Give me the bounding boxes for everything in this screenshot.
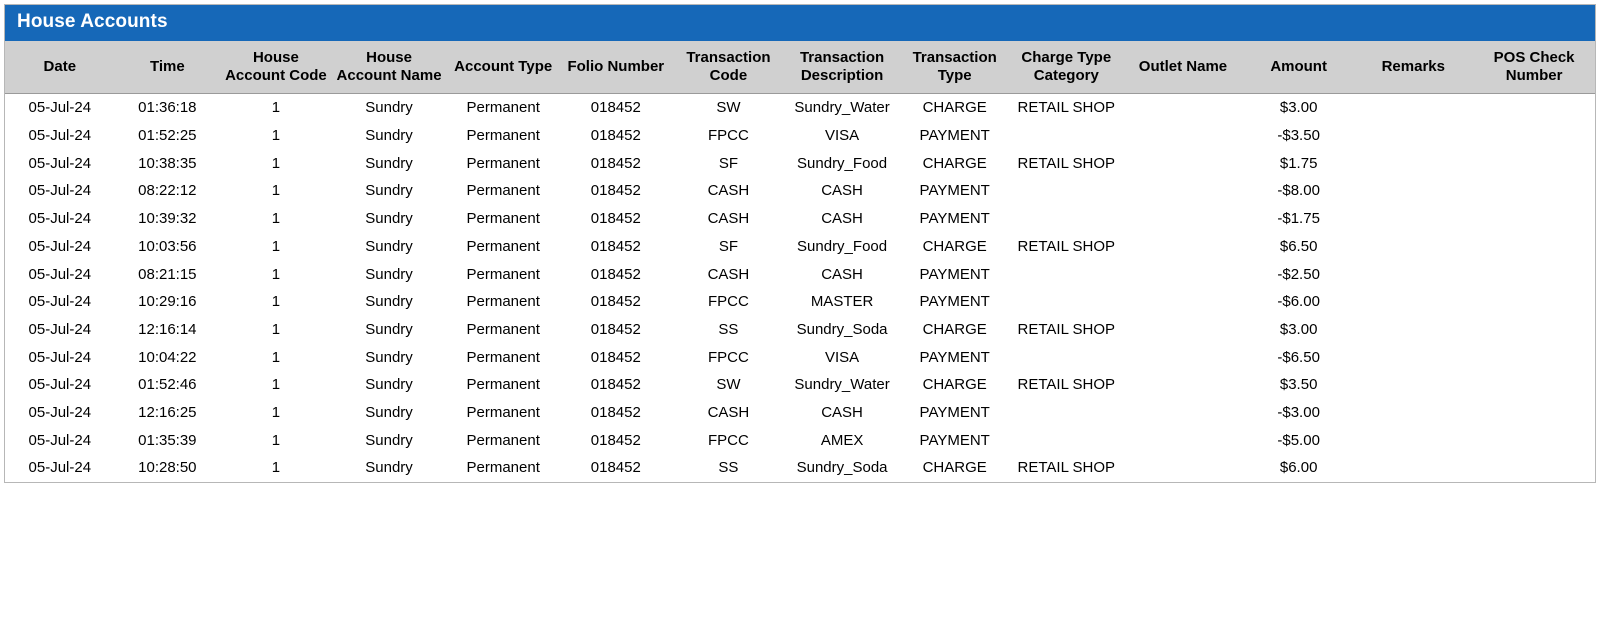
- column-header-account-type: Account Type: [446, 41, 560, 94]
- table-row: [5, 177, 1595, 205]
- column-header-transaction-description: Transaction Description: [785, 41, 899, 94]
- cell-time: 08:21:15: [138, 265, 197, 283]
- cell-pos-check-number: [1473, 316, 1595, 344]
- table-header: [5, 41, 1595, 94]
- table-row: [5, 205, 1595, 233]
- cell-pos-check-number: [1473, 288, 1595, 316]
- cell-outlet-name: [1122, 399, 1244, 427]
- column-header-folio-number: Folio Number: [560, 41, 672, 94]
- cell-house-account-code: 1: [271, 376, 281, 394]
- cell-pos-check-number: [1473, 261, 1595, 289]
- cell-date: 05-Jul-24: [28, 376, 92, 394]
- cell-remarks: [1353, 288, 1473, 316]
- table-row: [5, 427, 1595, 455]
- cell-date: 05-Jul-24: [28, 127, 92, 145]
- cell-transaction-type: PAYMENT: [919, 210, 990, 228]
- cell-transaction-type: CHARGE: [922, 99, 987, 117]
- cell-remarks: [1353, 233, 1473, 261]
- cell-transaction-type: PAYMENT: [919, 182, 990, 200]
- cell-amount: $3.00: [1279, 99, 1318, 117]
- cell-house-account-code: 1: [271, 182, 281, 200]
- cell-account-type: Permanent: [466, 154, 540, 172]
- cell-date: 05-Jul-24: [28, 293, 92, 311]
- cell-account-type: Permanent: [466, 237, 540, 255]
- cell-time: 10:29:16: [138, 293, 197, 311]
- cell-folio-number: 018452: [590, 459, 641, 477]
- cell-house-account-name: Sundry: [365, 459, 413, 477]
- cell-transaction-code: SS: [718, 459, 739, 477]
- cell-house-account-name: Sundry: [365, 127, 413, 145]
- cell-outlet-name: [1122, 233, 1244, 261]
- cell-charge-type-category: RETAIL SHOP: [1017, 320, 1116, 338]
- table-row: [5, 371, 1595, 399]
- cell-house-account-name: Sundry: [365, 237, 413, 255]
- cell-transaction-type: CHARGE: [922, 237, 987, 255]
- cell-transaction-code: CASH: [707, 265, 750, 283]
- column-header-outlet-name: Outlet Name: [1122, 41, 1244, 94]
- cell-transaction-code: FPCC: [708, 348, 749, 366]
- cell-house-account-name: Sundry: [365, 99, 413, 117]
- cell-house-account-code: 1: [271, 320, 281, 338]
- cell-pos-check-number: [1473, 344, 1595, 372]
- report-title: House Accounts: [5, 5, 1595, 41]
- cell-amount: -$6.50: [1277, 348, 1320, 366]
- cell-transaction-description: Sundry_Food: [797, 237, 888, 255]
- cell-pos-check-number: [1473, 427, 1595, 455]
- cell-amount: -$3.50: [1277, 127, 1320, 145]
- cell-charge-type-category: RETAIL SHOP: [1017, 154, 1116, 172]
- cell-remarks: [1353, 261, 1473, 289]
- cell-house-account-code: 1: [271, 403, 281, 421]
- cell-remarks: [1353, 344, 1473, 372]
- cell-time: 10:03:56: [138, 237, 197, 255]
- cell-charge-type-category: [1011, 427, 1123, 455]
- table-row: [5, 122, 1595, 150]
- cell-remarks: [1353, 371, 1473, 399]
- cell-charge-type-category: [1011, 205, 1123, 233]
- cell-house-account-code: 1: [271, 459, 281, 477]
- cell-transaction-type: PAYMENT: [919, 348, 990, 366]
- cell-transaction-type: PAYMENT: [919, 431, 990, 449]
- column-header-amount: Amount: [1244, 41, 1354, 94]
- cell-house-account-name: Sundry: [365, 182, 413, 200]
- cell-date: 05-Jul-24: [28, 99, 92, 117]
- cell-house-account-code: 1: [271, 154, 281, 172]
- table-row: [5, 261, 1595, 289]
- cell-outlet-name: [1122, 150, 1244, 178]
- table-row: [5, 94, 1595, 122]
- cell-transaction-description: Sundry_Soda: [796, 320, 888, 338]
- cell-remarks: [1353, 399, 1473, 427]
- column-header-house-account-name: House Account Name: [332, 41, 447, 94]
- table-row: [5, 288, 1595, 316]
- cell-transaction-code: CASH: [707, 210, 750, 228]
- cell-house-account-code: 1: [271, 237, 281, 255]
- cell-folio-number: 018452: [590, 154, 641, 172]
- cell-house-account-name: Sundry: [365, 265, 413, 283]
- cell-amount: -$6.00: [1277, 293, 1320, 311]
- cell-transaction-code: SF: [718, 154, 739, 172]
- cell-transaction-type: PAYMENT: [919, 403, 990, 421]
- cell-transaction-code: FPCC: [708, 127, 749, 145]
- table-row: [5, 316, 1595, 344]
- table-row: [5, 454, 1595, 482]
- cell-date: 05-Jul-24: [28, 459, 92, 477]
- cell-time: 01:35:39: [138, 431, 197, 449]
- cell-date: 05-Jul-24: [28, 210, 92, 228]
- cell-folio-number: 018452: [590, 265, 641, 283]
- cell-transaction-type: CHARGE: [922, 320, 987, 338]
- cell-remarks: [1353, 122, 1473, 150]
- cell-date: 05-Jul-24: [28, 403, 92, 421]
- cell-date: 05-Jul-24: [28, 154, 92, 172]
- cell-charge-type-category: [1011, 122, 1123, 150]
- cell-transaction-code: FPCC: [708, 293, 749, 311]
- cell-charge-type-category: [1011, 399, 1123, 427]
- column-header-house-account-code: House Account Code: [220, 41, 332, 94]
- cell-pos-check-number: [1473, 205, 1595, 233]
- cell-amount: $1.75: [1279, 154, 1318, 172]
- cell-transaction-description: MASTER: [810, 293, 874, 311]
- table-body: [5, 94, 1595, 482]
- cell-account-type: Permanent: [466, 265, 540, 283]
- cell-house-account-code: 1: [271, 210, 281, 228]
- cell-account-type: Permanent: [466, 459, 540, 477]
- cell-house-account-code: 1: [271, 265, 281, 283]
- cell-amount: -$3.00: [1277, 403, 1320, 421]
- house-accounts-report: [4, 4, 1596, 483]
- table-row: [5, 344, 1595, 372]
- cell-pos-check-number: [1473, 150, 1595, 178]
- cell-time: 10:04:22: [138, 348, 197, 366]
- cell-account-type: Permanent: [466, 99, 540, 117]
- header-row: [5, 41, 1595, 94]
- cell-time: 10:28:50: [138, 459, 197, 477]
- cell-house-account-name: Sundry: [365, 376, 413, 394]
- cell-transaction-code: SW: [716, 99, 741, 117]
- cell-house-account-code: 1: [271, 99, 281, 117]
- column-header-transaction-code: Transaction Code: [672, 41, 786, 94]
- cell-outlet-name: [1122, 94, 1244, 122]
- cell-transaction-type: PAYMENT: [919, 293, 990, 311]
- cell-transaction-description: Sundry_Soda: [796, 459, 888, 477]
- cell-folio-number: 018452: [590, 182, 641, 200]
- cell-transaction-description: VISA: [824, 348, 860, 366]
- cell-folio-number: 018452: [590, 431, 641, 449]
- table-row: [5, 399, 1595, 427]
- cell-folio-number: 018452: [590, 403, 641, 421]
- cell-charge-type-category: RETAIL SHOP: [1017, 99, 1116, 117]
- cell-remarks: [1353, 427, 1473, 455]
- cell-remarks: [1353, 150, 1473, 178]
- cell-house-account-code: 1: [271, 127, 281, 145]
- table-row: [5, 233, 1595, 261]
- cell-transaction-description: CASH: [821, 182, 863, 200]
- cell-pos-check-number: [1473, 177, 1595, 205]
- cell-house-account-code: 1: [271, 431, 281, 449]
- cell-date: 05-Jul-24: [28, 237, 92, 255]
- cell-date: 05-Jul-24: [28, 182, 92, 200]
- cell-transaction-type: CHARGE: [922, 154, 987, 172]
- cell-account-type: Permanent: [466, 376, 540, 394]
- cell-account-type: Permanent: [466, 431, 540, 449]
- cell-folio-number: 018452: [590, 293, 641, 311]
- cell-house-account-name: Sundry: [365, 293, 413, 311]
- cell-house-account-name: Sundry: [365, 154, 413, 172]
- cell-pos-check-number: [1473, 454, 1595, 482]
- cell-amount: $6.00: [1279, 459, 1318, 477]
- cell-account-type: Permanent: [466, 182, 540, 200]
- cell-transaction-description: CASH: [821, 265, 863, 283]
- cell-amount: -$5.00: [1277, 431, 1320, 449]
- cell-folio-number: 018452: [590, 237, 641, 255]
- cell-house-account-name: Sundry: [365, 403, 413, 421]
- cell-amount: $3.50: [1279, 376, 1318, 394]
- cell-time: 01:52:46: [138, 376, 197, 394]
- cell-transaction-description: Sundry_Water: [794, 376, 890, 394]
- cell-transaction-type: CHARGE: [922, 376, 987, 394]
- cell-time: 12:16:14: [138, 320, 197, 338]
- cell-transaction-description: Sundry_Water: [794, 99, 890, 117]
- cell-folio-number: 018452: [590, 99, 641, 117]
- cell-account-type: Permanent: [466, 293, 540, 311]
- cell-transaction-code: SS: [718, 320, 739, 338]
- cell-pos-check-number: [1473, 399, 1595, 427]
- cell-pos-check-number: [1473, 94, 1595, 122]
- cell-date: 05-Jul-24: [28, 320, 92, 338]
- cell-house-account-code: 1: [271, 293, 281, 311]
- cell-outlet-name: [1122, 454, 1244, 482]
- cell-house-account-name: Sundry: [365, 210, 413, 228]
- cell-remarks: [1353, 94, 1473, 122]
- column-header-date: Date: [5, 41, 115, 94]
- cell-house-account-code: 1: [271, 348, 281, 366]
- cell-pos-check-number: [1473, 371, 1595, 399]
- cell-amount: -$2.50: [1277, 265, 1320, 283]
- cell-transaction-code: SW: [716, 376, 741, 394]
- cell-pos-check-number: [1473, 122, 1595, 150]
- cell-amount: $6.50: [1279, 237, 1318, 255]
- cell-transaction-description: Sundry_Food: [797, 154, 888, 172]
- cell-time: 01:36:18: [138, 99, 197, 117]
- cell-outlet-name: [1122, 427, 1244, 455]
- cell-account-type: Permanent: [466, 348, 540, 366]
- cell-transaction-code: SF: [718, 237, 739, 255]
- cell-transaction-type: PAYMENT: [919, 127, 990, 145]
- column-header-remarks: Remarks: [1353, 41, 1473, 94]
- table-row: [5, 150, 1595, 178]
- cell-folio-number: 018452: [590, 376, 641, 394]
- cell-remarks: [1353, 177, 1473, 205]
- cell-charge-type-category: RETAIL SHOP: [1017, 459, 1116, 477]
- cell-transaction-description: CASH: [821, 210, 863, 228]
- cell-folio-number: 018452: [590, 127, 641, 145]
- cell-amount: -$1.75: [1277, 210, 1320, 228]
- cell-remarks: [1353, 205, 1473, 233]
- cell-date: 05-Jul-24: [28, 431, 92, 449]
- cell-date: 05-Jul-24: [28, 348, 92, 366]
- cell-outlet-name: [1122, 316, 1244, 344]
- cell-transaction-type: PAYMENT: [919, 265, 990, 283]
- cell-time: 08:22:12: [138, 182, 197, 200]
- cell-transaction-code: FPCC: [708, 431, 749, 449]
- cell-account-type: Permanent: [466, 127, 540, 145]
- cell-house-account-name: Sundry: [365, 431, 413, 449]
- cell-account-type: Permanent: [466, 320, 540, 338]
- cell-transaction-type: CHARGE: [922, 459, 987, 477]
- cell-remarks: [1353, 316, 1473, 344]
- cell-remarks: [1353, 454, 1473, 482]
- cell-outlet-name: [1122, 122, 1244, 150]
- cell-outlet-name: [1122, 344, 1244, 372]
- cell-time: 01:52:25: [138, 127, 197, 145]
- cell-transaction-code: CASH: [707, 403, 750, 421]
- cell-transaction-description: CASH: [821, 403, 863, 421]
- cell-charge-type-category: RETAIL SHOP: [1017, 237, 1116, 255]
- cell-outlet-name: [1122, 371, 1244, 399]
- cell-transaction-code: CASH: [707, 182, 750, 200]
- house-accounts-table: [5, 41, 1595, 482]
- cell-time: 12:16:25: [138, 403, 197, 421]
- cell-outlet-name: [1122, 261, 1244, 289]
- cell-date: 05-Jul-24: [28, 265, 92, 283]
- cell-pos-check-number: [1473, 233, 1595, 261]
- cell-folio-number: 018452: [590, 348, 641, 366]
- column-header-charge-type-category: Charge Type Category: [1011, 41, 1123, 94]
- cell-folio-number: 018452: [590, 320, 641, 338]
- cell-account-type: Permanent: [466, 403, 540, 421]
- cell-outlet-name: [1122, 288, 1244, 316]
- cell-outlet-name: [1122, 205, 1244, 233]
- cell-house-account-name: Sundry: [365, 348, 413, 366]
- cell-amount: $3.00: [1279, 320, 1318, 338]
- column-header-pos-check-number: POS Check Number: [1473, 41, 1595, 94]
- cell-folio-number: 018452: [590, 210, 641, 228]
- cell-charge-type-category: [1011, 177, 1123, 205]
- cell-house-account-name: Sundry: [365, 320, 413, 338]
- cell-account-type: Permanent: [466, 210, 540, 228]
- cell-time: 10:38:35: [138, 154, 197, 172]
- cell-charge-type-category: [1011, 344, 1123, 372]
- cell-charge-type-category: [1011, 288, 1123, 316]
- column-header-transaction-type: Transaction Type: [899, 41, 1011, 94]
- cell-transaction-description: VISA: [824, 127, 860, 145]
- cell-outlet-name: [1122, 177, 1244, 205]
- column-header-time: Time: [115, 41, 221, 94]
- cell-time: 10:39:32: [138, 210, 197, 228]
- cell-charge-type-category: [1011, 261, 1123, 289]
- cell-transaction-description: AMEX: [820, 431, 864, 449]
- cell-amount: -$8.00: [1277, 182, 1320, 200]
- cell-charge-type-category: RETAIL SHOP: [1017, 376, 1116, 394]
